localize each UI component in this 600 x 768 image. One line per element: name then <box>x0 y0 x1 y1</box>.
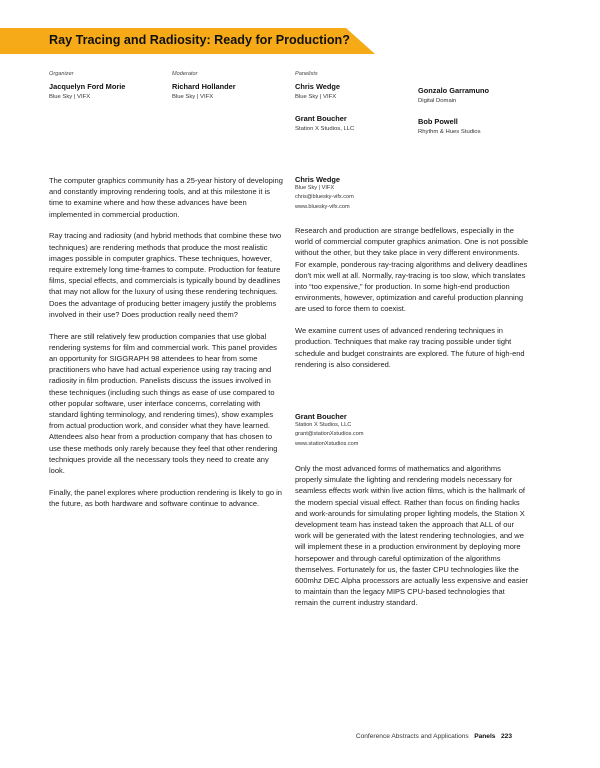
moderator-affiliation: Blue Sky | VIFX <box>172 94 214 100</box>
speaker-email: chris@bluesky-vifx.com <box>295 194 354 201</box>
panelist-name: Gonzalo Garramuno <box>418 86 490 95</box>
speaker-website: www.stationXstudios.com <box>295 440 359 447</box>
speaker-website: www.bluesky-vifx.com <box>295 203 350 210</box>
speaker-email: grant@stationXstudios.com <box>295 431 364 438</box>
footer-label: Conference Abstracts and Applications <box>355 733 469 740</box>
panelist-name: Chris Wedge <box>295 82 341 91</box>
panelist-affiliation: Rhythm & Hues Studios <box>418 129 481 135</box>
page-footer <box>356 733 512 740</box>
panelist-affiliation: Blue Sky | VIFX <box>295 94 337 100</box>
panelist-name: Bob Powell <box>418 117 458 126</box>
speaker-name: Grant Boucher <box>295 412 347 421</box>
speaker-statement-boucher <box>295 463 529 619</box>
body-paragraph: Finally, the panel explores where production rendering is likely to go in the future, as both hardware and software continue to advance. <box>49 487 282 509</box>
speaker-affiliation: Station X Studios, LLC <box>295 422 352 428</box>
organizer-role: Organizer <box>49 71 74 77</box>
panelist-name: Grant Boucher <box>295 114 347 123</box>
speaker-statement-wedge <box>295 225 529 381</box>
panelist-affiliation: Digital Domain <box>418 98 457 104</box>
speaker-name: Chris Wedge <box>295 175 341 184</box>
moderator-role: Moderator <box>172 71 198 77</box>
page-number: 223 <box>500 733 512 740</box>
body-paragraph: Research and production are strange bedfellows, especially in the world of commercial computer graphics animation. One is not possible without the other, but they take place in very different environments. For example, ponderous ray-tracing algorithms and delivery deadlines don’t mix well at all. Normally, ray-tracing is too slow, which translates into “too expensive,” for production. In some high-end production environments, however, optimization and careful production planning are used to force them to coexist. <box>295 226 529 314</box>
body-paragraph: We examine current uses of advanced rendering techniques in production. Techniques that make ray tracing possible under tight schedule and budget constraints are explored. The future of high-end rendering is also considered. <box>295 326 525 369</box>
speaker-block-wedge <box>295 175 530 212</box>
speaker-affiliation: Blue Sky | VIFX <box>295 185 335 191</box>
page-title: Ray Tracing and Radiosity: Ready for Production? <box>49 33 350 47</box>
organizer-name: Jacquelyn Ford Morie <box>49 82 126 91</box>
panelists-role: Panelists <box>295 71 318 77</box>
body-paragraph: There are still relatively few production companies that use global rendering systems for film and commercial work. This panel provides an opportunity for SIGGRAPH 98 attendees to hear from some practitioners who have had actual experience using ray tracing and radiosity in film production. Panelists discuss the issues involved in these techniques (including such things as ease of use compared to other popular software, user interface concerns, correlating with standard lighting terminology, and rendering times), show examples from actual production work, and consider what they have learned. Attendees also hear from a production company that has chosen to use these methods only rarely because they feel that other rendering techniques provide all the necessary tools they need to create any look. <box>49 331 278 476</box>
body-paragraph: Only the most advanced forms of mathematics and algorithms properly simulate the lighting and rendering models necessary for seamless effects work within live action films, which is the hallmark of the modern special visual effect. Rather than focus on finding hacks and work-arounds for simulating proper lighting models, the Station X development team has instead taken the approach that ALL of our work will be generated with the latest rendering technologies, and we will implement these in a production environment by deploying more horsepower and through careful optimization of the algorithms themselves. Fortunately for us, the faster CPU technologies like the 600mhz DEC Alpha processors are actually less expensive and easier to maintain than the legacy MIPS CPU-based technologies that remain the current industry standard. <box>295 464 529 608</box>
organizer-affiliation: Blue Sky | VIFX <box>49 94 91 100</box>
panelist-affiliation: Station X Studios, LLC <box>295 126 355 132</box>
speaker-block-boucher <box>295 412 530 449</box>
left-column <box>49 175 285 520</box>
body-paragraph: The computer graphics community has a 25-year history of developing and constantly improving rendering tools, and at this milestone it is time to examine where and how these advances have been implemented in commercial production. <box>49 176 283 219</box>
footer-section: Panels <box>474 733 496 740</box>
moderator-name: Richard Hollander <box>172 82 236 91</box>
body-paragraph: Ray tracing and radiosity (and hybrid methods that combine these two techniques) are rendering methods that produce the most realistic images possible in computer graphics. These techniques, however, require extremely long time-frames to compute. Production for feature films, special effects, and commercials is typically bound by deadlines that may not allow for the luxury of using these rendering techniques. Does the advantage of producing better imagery justify the problems involved in their use? Does production really need them? <box>49 231 282 319</box>
